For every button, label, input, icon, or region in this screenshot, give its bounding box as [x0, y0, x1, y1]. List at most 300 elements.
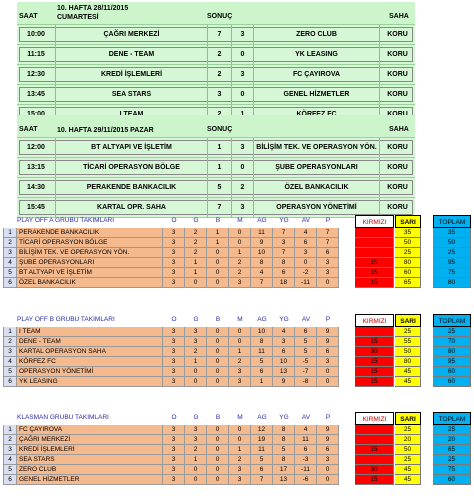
- stat-m: 0: [229, 337, 251, 347]
- stat-o: 3: [163, 347, 185, 357]
- stat-o: 3: [163, 465, 185, 475]
- kirmizi-cell: 15: [355, 475, 394, 485]
- stat-ag: 11: [251, 445, 273, 455]
- kirmizi-cell: [355, 425, 394, 435]
- standings-table: [3, 215, 471, 288]
- stat-av: 3: [295, 248, 317, 258]
- stat-b: 0: [207, 258, 229, 268]
- stat-m: 0: [229, 435, 251, 445]
- header-saat: SAAT: [19, 13, 38, 20]
- fixture-time: 10:00: [27, 30, 45, 38]
- column-g: G: [193, 217, 199, 224]
- stat-av: -11: [295, 465, 317, 475]
- stat-yg: 17: [273, 465, 295, 475]
- row-index: 4: [3, 357, 17, 367]
- column-o: O: [171, 217, 177, 224]
- stat-av: 5: [295, 337, 317, 347]
- stat-o: 3: [163, 268, 185, 278]
- toplam-cell: 35: [433, 228, 471, 238]
- row-index: 1: [3, 327, 17, 337]
- stat-b: 0: [207, 445, 229, 455]
- toplam-header: TOPLAM: [433, 215, 471, 228]
- stat-b: 0: [207, 367, 229, 377]
- sari-cell: 20: [395, 435, 421, 445]
- stat-av: -7: [295, 367, 317, 377]
- fixture-away: OPERASYON YÖNETİMİ: [253, 198, 379, 217]
- stat-av: 4: [295, 228, 317, 238]
- row-index: 6: [3, 278, 17, 288]
- fixture-hs: 1: [207, 138, 231, 157]
- stat-av: 11: [295, 435, 317, 445]
- toplam-header: TOPLAM: [433, 412, 471, 425]
- stat-yg: 6: [273, 347, 295, 357]
- stat-g: 2: [185, 238, 207, 248]
- stat-p: 7: [317, 238, 339, 248]
- sari-header: SARI: [395, 215, 421, 228]
- stat-yg: 7: [273, 228, 295, 238]
- toplam-cell: 60: [433, 475, 471, 485]
- stat-p: 0: [317, 367, 339, 377]
- standings-title: PLAY OFF A GRUBU TAKIMLARI: [17, 217, 115, 224]
- stat-p: 9: [317, 435, 339, 445]
- stat-o: 3: [163, 377, 185, 387]
- stat-yg: 13: [273, 367, 295, 377]
- stat-g: 3: [185, 435, 207, 445]
- stat-p: 0: [317, 465, 339, 475]
- column-o: O: [171, 316, 177, 323]
- stat-m: 0: [229, 425, 251, 435]
- stat-m: 3: [229, 377, 251, 387]
- sari-cell: 55: [395, 337, 421, 347]
- row-index: 2: [3, 337, 17, 347]
- team-name: TİCARİ OPERASYON BÖLGE: [17, 238, 163, 248]
- fixture-time: 13:15: [27, 163, 45, 171]
- fixture-field: KORU: [379, 138, 415, 157]
- column-av: AV: [301, 217, 311, 224]
- team-name: KREDİ İŞLEMLERİ: [17, 445, 163, 455]
- stat-o: 3: [163, 258, 185, 268]
- stat-p: 3: [317, 268, 339, 278]
- fixture-away: YK LEASING: [253, 45, 379, 64]
- fixture-home: KREDİ İŞLEMLERİ: [55, 65, 207, 84]
- stat-ag: 11: [251, 228, 273, 238]
- stat-p: 0: [317, 377, 339, 387]
- stat-m: 2: [229, 268, 251, 278]
- fixture-time: 12:30: [27, 70, 45, 78]
- stat-o: 3: [163, 475, 185, 485]
- stat-g: 0: [185, 377, 207, 387]
- fixture-hs: 1: [207, 158, 231, 177]
- team-name: DENE - TEAM: [17, 337, 163, 347]
- sari-cell: 65: [395, 278, 421, 288]
- team-name: KARTAL OPERASYON SAHA: [17, 347, 163, 357]
- stat-ag: 19: [251, 435, 273, 445]
- stat-av: -6: [295, 475, 317, 485]
- stat-g: 0: [185, 367, 207, 377]
- fixture-as: 3: [231, 138, 253, 157]
- sari-cell: 35: [395, 228, 421, 238]
- stat-yg: 3: [273, 238, 295, 248]
- stat-m: 3: [229, 367, 251, 377]
- column-b: B: [215, 414, 221, 421]
- stat-g: 3: [185, 327, 207, 337]
- row-index: 6: [3, 475, 17, 485]
- fixture-home: ÇAĞRI MERKEZİ: [55, 25, 207, 44]
- sari-cell: 50: [395, 238, 421, 248]
- stat-ag: 5: [251, 455, 273, 465]
- stat-g: 0: [185, 465, 207, 475]
- team-name: ÖZEL BANKACILIK: [17, 278, 163, 288]
- stat-av: 5: [295, 347, 317, 357]
- row-index: 5: [3, 268, 17, 278]
- stat-o: 3: [163, 445, 185, 455]
- fixture-field: KORU: [379, 158, 415, 177]
- stat-yg: 10: [273, 357, 295, 367]
- fixture-as: 3: [231, 198, 253, 217]
- stat-b: 0: [207, 347, 229, 357]
- stat-av: -11: [295, 278, 317, 288]
- stat-yg: 8: [273, 258, 295, 268]
- kirmizi-cell: 15: [355, 445, 394, 455]
- stat-b: 0: [207, 377, 229, 387]
- stat-g: 2: [185, 347, 207, 357]
- stat-g: 2: [185, 248, 207, 258]
- fixture-away: ZERO CLUB: [253, 25, 379, 44]
- stat-b: 0: [207, 248, 229, 258]
- stat-ag: 5: [251, 357, 273, 367]
- stat-b: 0: [207, 327, 229, 337]
- header-date: 10. HAFTA 28/11/2015 CUMARTESİ: [57, 5, 129, 21]
- stat-b: 0: [207, 278, 229, 288]
- fixture-row: [17, 178, 415, 198]
- stat-ag: 9: [251, 238, 273, 248]
- column-b: B: [215, 316, 221, 323]
- toplam-cell: 20: [433, 435, 471, 445]
- fixture-row: [17, 65, 415, 85]
- fixture-time: 13:45: [27, 90, 45, 98]
- stat-o: 3: [163, 228, 185, 238]
- stat-m: 3: [229, 475, 251, 485]
- standings-title: PLAY OFF B GRUBU TAKIMLARI: [17, 316, 115, 323]
- stat-p: 3: [317, 258, 339, 268]
- sari-cell: 45: [395, 367, 421, 377]
- fixture-hs: 2: [207, 65, 231, 84]
- column-p: P: [325, 217, 331, 224]
- fixture-hs: 7: [207, 25, 231, 44]
- fixture-hs: 3: [207, 85, 231, 104]
- fixture-time: 11:15: [27, 50, 45, 58]
- header-saha: SAHA: [389, 126, 409, 133]
- stat-yg: 9: [273, 377, 295, 387]
- stat-ag: 8: [251, 337, 273, 347]
- column-g: G: [193, 316, 199, 323]
- team-name: FC ÇAYIROVA: [17, 425, 163, 435]
- fixture-away: GENEL HİZMETLER: [253, 85, 379, 104]
- stat-g: 1: [185, 357, 207, 367]
- header-sonuc: SONUÇ: [207, 13, 233, 20]
- column-g: G: [193, 414, 199, 421]
- stat-m: 2: [229, 455, 251, 465]
- stat-av: 0: [295, 258, 317, 268]
- stat-g: 2: [185, 445, 207, 455]
- header-saha: SAHA: [389, 13, 409, 20]
- stat-b: 0: [207, 425, 229, 435]
- stat-yg: 7: [273, 248, 295, 258]
- toplam-cell: 25: [433, 425, 471, 435]
- column-yg: YG: [279, 414, 289, 421]
- stat-ag: 11: [251, 347, 273, 357]
- sari-cell: 80: [395, 258, 421, 268]
- kirmizi-cell: 15: [355, 258, 394, 268]
- fixture-row: [17, 25, 415, 45]
- kirmizi-cell: [355, 435, 394, 445]
- stat-b: 0: [207, 337, 229, 347]
- stat-av: -8: [295, 377, 317, 387]
- column-m: M: [237, 414, 243, 421]
- fixture-time: 12:00: [27, 143, 45, 151]
- toplam-cell: 25: [433, 455, 471, 465]
- kirmizi-cell: [355, 238, 394, 248]
- stat-av: 6: [295, 445, 317, 455]
- column-ag: AG: [257, 217, 267, 224]
- row-index: 5: [3, 465, 17, 475]
- fixture-home: KARTAL OPR. SAHA: [55, 198, 207, 217]
- stat-p: 9: [317, 337, 339, 347]
- stat-b: 0: [207, 465, 229, 475]
- column-av: AV: [301, 316, 311, 323]
- fixture-header: [17, 115, 415, 138]
- toplam-header: TOPLAM: [433, 314, 471, 327]
- team-name: OPERASYON YÖNETİMİ: [17, 367, 163, 377]
- stat-o: 3: [163, 248, 185, 258]
- toplam-cell: 25: [433, 327, 471, 337]
- fixture-as: 3: [231, 65, 253, 84]
- standings-table: [3, 314, 471, 387]
- stat-b: 0: [207, 435, 229, 445]
- stat-ag: 6: [251, 367, 273, 377]
- stat-ag: 7: [251, 278, 273, 288]
- fixture-as: 0: [231, 158, 253, 177]
- fixture-away: BİLİŞİM TEK. VE OPERASYON YÖN.: [253, 138, 379, 157]
- kirmizi-header: KIRMIZI: [355, 215, 394, 228]
- kirmizi-cell: [355, 228, 394, 238]
- fixture-row: [17, 158, 415, 178]
- column-p: P: [325, 316, 331, 323]
- toplam-cell: 80: [433, 347, 471, 357]
- sari-cell: 25: [395, 327, 421, 337]
- stat-av: 6: [295, 327, 317, 337]
- team-name: ÇAĞRI MERKEZİ: [17, 435, 163, 445]
- toplam-cell: 60: [433, 367, 471, 377]
- fixture-field: KORU: [379, 65, 415, 84]
- sari-header: SARI: [395, 314, 421, 327]
- stat-m: 2: [229, 357, 251, 367]
- sari-cell: 25: [395, 425, 421, 435]
- team-name: BİLİŞİM TEK. VE OPERASYON YÖN.: [17, 248, 163, 258]
- team-name: I TEAM: [17, 327, 163, 337]
- stat-yg: 8: [273, 435, 295, 445]
- fixture-hs: 2: [207, 45, 231, 64]
- stat-m: 0: [229, 228, 251, 238]
- toplam-cell: 60: [433, 377, 471, 387]
- kirmizi-header: KIRMIZI: [355, 314, 394, 327]
- toplam-cell: 70: [433, 337, 471, 347]
- stat-o: 3: [163, 238, 185, 248]
- stat-m: 3: [229, 465, 251, 475]
- fixture-home: DENE - TEAM: [55, 45, 207, 64]
- column-m: M: [237, 316, 243, 323]
- team-name: PERAKENDE BANKACILIK: [17, 228, 163, 238]
- stat-ag: 8: [251, 258, 273, 268]
- stat-b: 0: [207, 357, 229, 367]
- stat-b: 0: [207, 455, 229, 465]
- stat-g: 1: [185, 258, 207, 268]
- row-index: 2: [3, 435, 17, 445]
- stat-g: 3: [185, 337, 207, 347]
- header-saat: SAAT: [19, 126, 38, 133]
- stat-p: 0: [317, 278, 339, 288]
- toplam-cell: 25: [433, 248, 471, 258]
- kirmizi-cell: 30: [355, 347, 394, 357]
- fixture-as: 2: [231, 178, 253, 197]
- stat-p: 3: [317, 455, 339, 465]
- stat-av: -5: [295, 357, 317, 367]
- standings-table: [3, 412, 471, 485]
- fixture-away: FC ÇAYIROVA: [253, 65, 379, 84]
- team-name: SEA STARS: [17, 455, 163, 465]
- kirmizi-cell: 30: [355, 465, 394, 475]
- team-name: YK LEASING: [17, 377, 163, 387]
- stat-g: 0: [185, 475, 207, 485]
- stat-yg: 8: [273, 425, 295, 435]
- stat-b: 0: [207, 475, 229, 485]
- toplam-cell: 75: [433, 268, 471, 278]
- stat-ag: 12: [251, 425, 273, 435]
- fixture-row: [17, 45, 415, 65]
- stat-g: 2: [185, 228, 207, 238]
- fixture-field: KORU: [379, 45, 415, 64]
- stat-g: 1: [185, 455, 207, 465]
- stat-o: 3: [163, 435, 185, 445]
- stat-p: 6: [317, 248, 339, 258]
- stat-yg: 6: [273, 268, 295, 278]
- kirmizi-cell: [355, 455, 394, 465]
- fixture-as: 0: [231, 85, 253, 104]
- toplam-cell: 50: [433, 238, 471, 248]
- fixture-away: ŞUBE OPERASYONLARI: [253, 158, 379, 177]
- toplam-cell: 95: [433, 357, 471, 367]
- toplam-cell: 95: [433, 258, 471, 268]
- fixture-block: [17, 115, 415, 218]
- stat-yg: 3: [273, 337, 295, 347]
- fixture-home: SEA STARS: [55, 85, 207, 104]
- stat-b: 1: [207, 238, 229, 248]
- kirmizi-cell: [355, 248, 394, 258]
- stat-m: 1: [229, 248, 251, 258]
- stat-p: 6: [317, 347, 339, 357]
- row-index: 4: [3, 258, 17, 268]
- stat-o: 3: [163, 367, 185, 377]
- stat-av: 4: [295, 425, 317, 435]
- sari-header: SARI: [395, 412, 421, 425]
- column-p: P: [325, 414, 331, 421]
- stat-av: -3: [295, 455, 317, 465]
- kirmizi-header: KIRMIZI: [355, 412, 394, 425]
- team-name: ZERO CLUB: [17, 465, 163, 475]
- stat-m: 2: [229, 258, 251, 268]
- sari-cell: 80: [395, 357, 421, 367]
- fixture-row: [17, 85, 415, 105]
- sari-cell: 45: [395, 377, 421, 387]
- fixture-field: KORU: [379, 25, 415, 44]
- stat-av: -2: [295, 268, 317, 278]
- stat-av: 6: [295, 238, 317, 248]
- fixture-home: TİCARİ OPERASYON BÖLGE: [55, 158, 207, 177]
- stat-m: 0: [229, 327, 251, 337]
- toplam-cell: 75: [433, 465, 471, 475]
- sari-cell: 50: [395, 445, 421, 455]
- kirmizi-cell: 15: [355, 268, 394, 278]
- kirmizi-cell: 15: [355, 377, 394, 387]
- fixture-home: BT ALTYAPI VE İŞLETİM: [55, 138, 207, 157]
- row-index: 6: [3, 377, 17, 387]
- fixture-time: 14:30: [27, 183, 45, 191]
- row-index: 3: [3, 347, 17, 357]
- fixture-block: [17, 2, 415, 125]
- row-index: 3: [3, 248, 17, 258]
- kirmizi-cell: 15: [355, 357, 394, 367]
- standings-title: KLASMAN GRUBU TAKIMLARI: [17, 414, 109, 421]
- row-index: 4: [3, 455, 17, 465]
- stat-m: 3: [229, 278, 251, 288]
- toplam-cell: 65: [433, 445, 471, 455]
- toplam-cell: 80: [433, 278, 471, 288]
- row-index: 3: [3, 445, 17, 455]
- fixture-field: KORU: [379, 198, 415, 217]
- row-index: 5: [3, 367, 17, 377]
- stat-ag: 4: [251, 268, 273, 278]
- row-index: 1: [3, 228, 17, 238]
- column-ag: AG: [257, 316, 267, 323]
- fixture-as: 3: [231, 25, 253, 44]
- sari-cell: 25: [395, 248, 421, 258]
- kirmizi-cell: 15: [355, 367, 394, 377]
- stat-yg: 18: [273, 278, 295, 288]
- team-name: ŞUBE OPERASYONLARI: [17, 258, 163, 268]
- stat-p: 6: [317, 445, 339, 455]
- column-b: B: [215, 217, 221, 224]
- fixture-hs: 5: [207, 178, 231, 197]
- header-sonuc: SONUÇ: [207, 126, 233, 133]
- stat-yg: 5: [273, 445, 295, 455]
- stat-p: 9: [317, 425, 339, 435]
- team-name: BT ALTYAPI VE İŞLETİM: [17, 268, 163, 278]
- stat-ag: 1: [251, 377, 273, 387]
- stat-p: 0: [317, 475, 339, 485]
- stat-m: 1: [229, 445, 251, 455]
- fixture-field: KORU: [379, 178, 415, 197]
- stat-b: 0: [207, 268, 229, 278]
- stat-g: 3: [185, 425, 207, 435]
- stat-o: 3: [163, 425, 185, 435]
- kirmizi-cell: 15: [355, 278, 394, 288]
- header-date: 10. HAFTA 29/11/2015 PAZAR: [57, 127, 154, 134]
- kirmizi-cell: 15: [355, 337, 394, 347]
- fixture-hs: 7: [207, 198, 231, 217]
- column-av: AV: [301, 414, 311, 421]
- fixture-row: [17, 138, 415, 158]
- sari-cell: 45: [395, 465, 421, 475]
